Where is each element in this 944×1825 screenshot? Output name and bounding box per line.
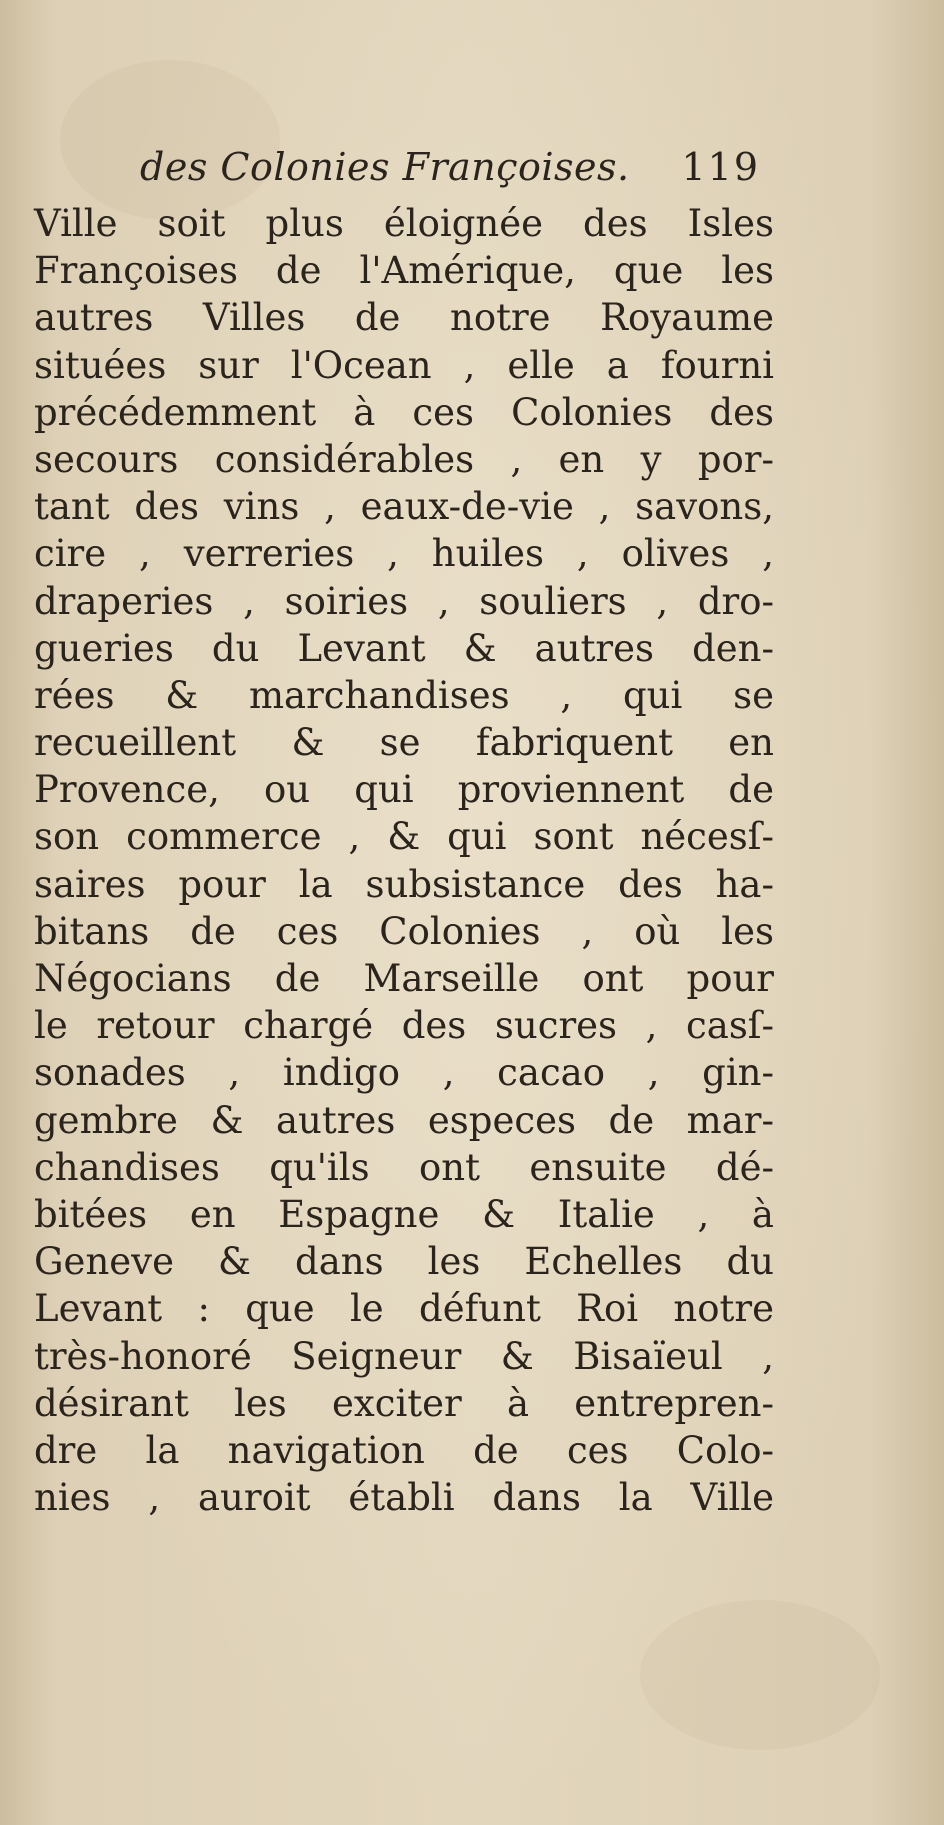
body-text xyxy=(34,200,774,1521)
text-line: gembre & autres especes de mar- xyxy=(34,1098,774,1142)
text-line: Provence, ou qui proviennent de xyxy=(34,768,774,812)
text-line: sonades , indigo , cacao , gin- xyxy=(34,1051,774,1095)
text-line: nies , auroit établi dans la Ville xyxy=(34,1476,774,1520)
text-line: dre la navigation de ces Colo- xyxy=(34,1428,774,1472)
text-line: tant des vins , eaux-de-vie , savons, xyxy=(34,485,774,529)
text-line: Françoises de l'Amérique, que les xyxy=(34,249,774,293)
text-line: son commerce , & qui sont nécesſ- xyxy=(34,815,774,859)
text-line: désirant les exciter à entrepren- xyxy=(34,1381,774,1425)
text-line: bitées en Espagne & Italie , à xyxy=(34,1192,774,1236)
paper-stain xyxy=(640,1600,880,1750)
text-line: recueillent & se fabriquent en xyxy=(34,721,774,765)
text-line: chandises qu'ils ont ensuite dé- xyxy=(34,1145,774,1189)
text-line: saires pour la subsistance des ha- xyxy=(34,862,774,906)
text-line: Ville soit plus éloignée des Isles xyxy=(34,202,774,245)
page-number: 119 xyxy=(681,145,760,189)
page-header xyxy=(140,145,780,205)
text-line: gueries du Levant & autres den- xyxy=(34,626,774,670)
text-line: Négocians de Marseille ont pour xyxy=(34,957,774,1000)
text-line: rées & marchandises , qui se xyxy=(34,673,774,717)
text-line: autres Villes de notre Royaume xyxy=(34,296,774,340)
text-line: bitans de ces Colonies , où les xyxy=(34,909,774,953)
text-line: très-honoré Seigneur & Bisaïeul , xyxy=(34,1334,774,1378)
text-line: situées sur l'Ocean , elle a fourni xyxy=(34,343,774,387)
text-line: cire , verreries , huiles , olives , xyxy=(34,532,774,576)
text-line: le retour chargé des sucres , casſ- xyxy=(34,1004,774,1048)
text-line: Geneve & dans les Echelles du xyxy=(34,1240,774,1284)
text-line: secours considérables , en y por- xyxy=(34,437,774,481)
text-line: Levant : que le défunt Roi notre xyxy=(34,1287,774,1331)
text-line: précédemment à ces Colonies des xyxy=(34,390,774,434)
running-title: des Colonies Françoises. xyxy=(140,145,630,189)
text-line: draperies , soiries , souliers , dro- xyxy=(34,579,774,623)
